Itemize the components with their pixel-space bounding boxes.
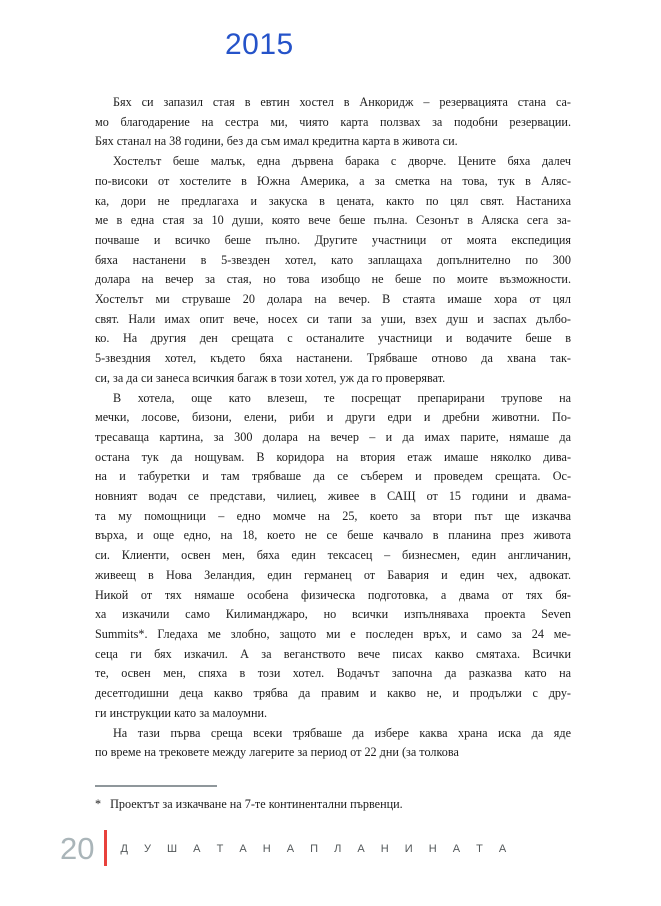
footnote-label: Проектът за изкачване на 7-те континентални първенци. <box>110 797 403 811</box>
text-line: Бях станал на 38 години, без да съм имал кредитна карта в живота си. <box>95 134 458 149</box>
text-line: остана тук да нощувам. В коридора на втория етаж имаше няколко дива- <box>95 449 571 464</box>
text-line: ги инструкции като за малоумни. <box>95 705 268 720</box>
text-line: Хостелът беше малък, една дървена барака с дворче. Цените бяха далеч <box>113 154 571 169</box>
text-line: почваше и всичко беше пълно. Другите участници от моята експедиция <box>95 232 571 247</box>
footnote-divider <box>95 785 217 787</box>
text-line: мечки, лосове, бизони, елени, риби и други едри и дребни животни. По- <box>95 410 571 425</box>
text-line: по време на трековете между лагерите за период от 22 дни (за толкова <box>95 745 459 760</box>
text-line: Summits*. Гледаха ме злобно, защото ми е последен връх, и само за 24 ме- <box>95 626 571 641</box>
footnote-marker: * <box>95 797 102 811</box>
text-line: сеца ги бях изкачил. А за веганството вече писах какво смятаха. Всички <box>95 646 571 661</box>
footnote-text <box>95 796 571 812</box>
text-line: долара на вечер за стая, но това изобщо не беше по моите възможности. <box>95 272 571 287</box>
text-line: тресаваща картина, за 300 долара на вечер – и да имах парите, нямаше да <box>95 429 571 444</box>
text-line: си. Клиенти, освен мен, бяха един тексасец – бизнесмен, един англичанин, <box>95 548 571 563</box>
text-line: ка, дори не предлагаха и закуска в цената, както по цял свят. Настаниха <box>95 193 571 208</box>
text-line: ко. На другия ден срещата с останалите участници и водачите беше в <box>95 331 571 346</box>
paragraph <box>95 724 571 763</box>
text-line: Никой от тях нямаше особена физическа подготовка, а двама от тях бя- <box>95 587 571 602</box>
chapter-title: 2015 <box>225 28 294 61</box>
page-number: 20 <box>60 830 95 866</box>
body-text <box>95 93 571 763</box>
text-line: На тази първа среща всеки трябваше да избере каква храна иска да яде <box>113 725 571 740</box>
book-title: Д У Ш А Т А Н А П Л А Н И Н А Т А <box>120 843 513 855</box>
text-line: ме в една стая за 10 души, която вече беше пълна. Сезонът в Аляска сега за- <box>95 213 571 228</box>
text-line: ха изкачили само Килиманджаро, но всички изпълняваха проекта Seven <box>95 607 571 622</box>
text-line: мо благодарение на сестра ми, чиято карта ползвах за подобни резервации. <box>95 114 571 129</box>
footer-accent-bar <box>104 830 107 866</box>
text-line: свят. Нали имах опит вече, носех си тапи за уши, взех душ и заспах дълбо- <box>95 311 571 326</box>
text-line: та му помощници – едно момче на 25, което за втори път ще изкачва <box>95 508 571 523</box>
text-line: си, за да си занеса всичкия багаж в този хотел, уж да го проверяват. <box>95 370 446 385</box>
text-line: по-високи от хостелите в Южна Америка, а за сметка на това, тук в Аляс- <box>95 173 571 188</box>
text-line: В хотела, още като влезеш, те посрещат препарирани трупове на <box>113 390 571 405</box>
text-line: Бях си запазил стая в евтин хостел в Анкоридж – резервацията стана са- <box>113 95 571 109</box>
paragraph <box>95 152 571 388</box>
page-footer <box>60 830 513 866</box>
text-line: 5-звездния хотел, където бяха настанени. Трябваше отново да хвана так- <box>95 351 571 366</box>
text-line: Хостелът ми струваше 20 долара на вечер. В стаята имаше хора от цял <box>95 292 571 307</box>
text-line: те, освен мен, спяха в този хотел. Водачът започна да разказва като на <box>95 666 571 681</box>
footnote <box>95 785 571 812</box>
text-line: бяха настанени в 5-звезден хотел, като заплащаха допълнително по 300 <box>95 252 571 267</box>
paragraph <box>95 389 571 724</box>
text-line: новният водач се представи, чилиец, живее в САЩ от 15 години и двама- <box>95 489 571 504</box>
text-line: на и табуретки и там трябваше да се съберем и проведем срещата. Ос- <box>95 469 571 484</box>
text-line: живеещ в Нова Зеландия, един германец от Бавария и един чех, адвокат. <box>95 567 571 582</box>
text-line: десетгодишни деца какво трябва да правим и какво не, и продължи с дру- <box>95 686 571 701</box>
paragraph <box>95 93 571 152</box>
text-line: върха, и още едно, на 18, което не се беше качвало в планина през живота <box>95 528 571 543</box>
